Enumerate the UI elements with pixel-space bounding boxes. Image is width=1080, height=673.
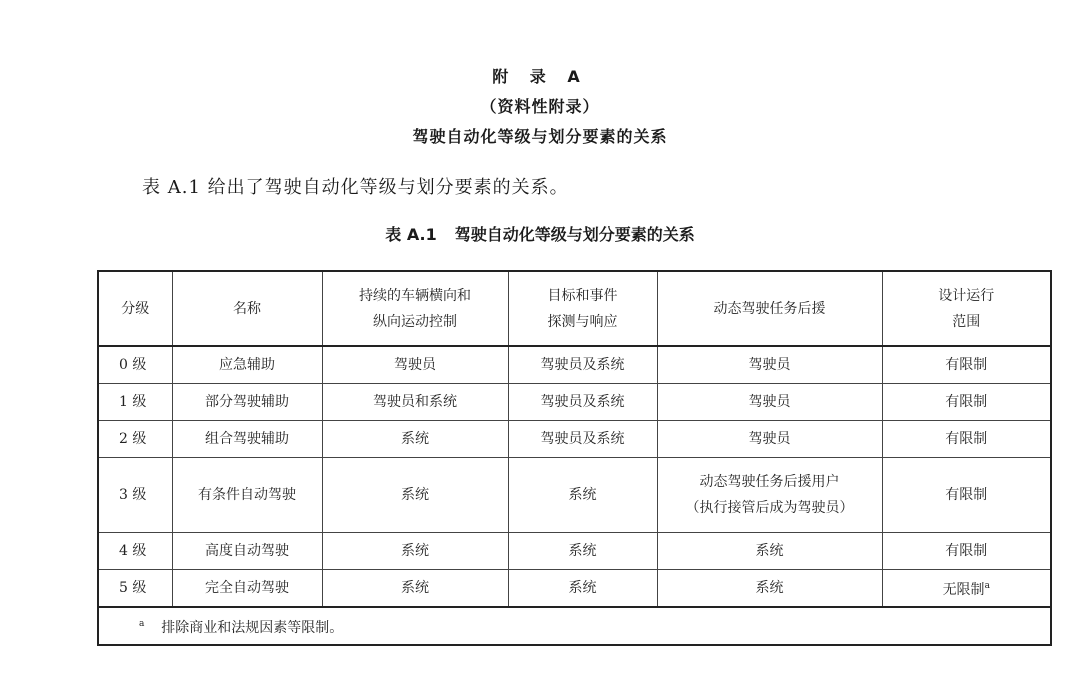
header-name: 名称 (172, 271, 322, 346)
table-title: 驾驶自动化等级与划分要素的关系 (454, 225, 695, 244)
cell-fallback: 驾驶员 (657, 346, 882, 384)
cell-odd: 有限制 (882, 346, 1051, 384)
table-row (98, 570, 1051, 608)
header-motion-control (322, 271, 508, 346)
cell-level: 0 级 (98, 346, 172, 384)
cell-motion-control: 系统 (322, 533, 508, 570)
table-footnote (98, 607, 1051, 645)
header-motion-control-line1: 持续的车辆横向和 (359, 287, 471, 304)
header-motion-control-line2: 纵向运动控制 (373, 313, 457, 330)
table-row (98, 384, 1051, 421)
cell-fallback-line2: （执行接管后成为驾驶员） (685, 500, 854, 516)
automation-levels-table (97, 270, 1052, 646)
header-level: 分级 (98, 271, 172, 346)
cell-name: 部分驾驶辅助 (172, 384, 322, 421)
header-fallback: 动态驾驶任务后援 (657, 271, 882, 346)
footnote-marker: a (139, 619, 145, 629)
table-row (98, 533, 1051, 570)
header-oedr (508, 271, 657, 346)
header-odd-line1: 设计运行 (938, 287, 995, 304)
cell-motion-control: 驾驶员和系统 (322, 384, 508, 421)
cell-motion-control: 驾驶员 (322, 346, 508, 384)
appendix-title: 附 录 A (492, 67, 588, 86)
cell-fallback: 系统 (657, 533, 882, 570)
table-row (98, 346, 1051, 384)
cell-name: 组合驾驶辅助 (172, 421, 322, 458)
cell-name: 应急辅助 (172, 346, 322, 384)
table-header-row (98, 271, 1051, 346)
cell-odd: 有限制 (882, 384, 1051, 421)
cell-oedr: 驾驶员及系统 (508, 346, 657, 384)
intro-paragraph: 表 A.1 给出了驾驶自动化等级与划分要素的关系。 (142, 177, 569, 198)
cell-fallback (657, 458, 882, 533)
cell-oedr: 系统 (508, 458, 657, 533)
footnote-row (98, 607, 1051, 645)
appendix-subtitle: （资料性附录） (480, 97, 600, 116)
appendix-heading: 驾驶自动化等级与划分要素的关系 (412, 127, 668, 146)
cell-odd-text: 无限制 (942, 582, 985, 598)
header-oedr-line1: 目标和事件 (547, 287, 618, 304)
cell-oedr: 系统 (508, 533, 657, 570)
cell-odd: 有限制 (882, 533, 1051, 570)
table-row (98, 421, 1051, 458)
cell-odd: 有限制 (882, 458, 1051, 533)
cell-fallback: 系统 (657, 570, 882, 608)
header-odd-line2: 范围 (952, 313, 981, 330)
table-row (98, 458, 1051, 533)
cell-fallback: 驾驶员 (657, 421, 882, 458)
table-caption (0, 222, 1080, 245)
cell-name: 有条件自动驾驶 (172, 458, 322, 533)
cell-level: 4 级 (98, 533, 172, 570)
cell-oedr: 驾驶员及系统 (508, 384, 657, 421)
cell-motion-control: 系统 (322, 421, 508, 458)
table-number: 表 A.1 (385, 225, 437, 244)
cell-name: 完全自动驾驶 (172, 570, 322, 608)
header-odd (882, 271, 1051, 346)
cell-level: 3 级 (98, 458, 172, 533)
header-oedr-line2: 探测与响应 (547, 313, 618, 330)
cell-name: 高度自动驾驶 (172, 533, 322, 570)
cell-oedr: 驾驶员及系统 (508, 421, 657, 458)
cell-odd (882, 570, 1051, 608)
footnote-ref: a (984, 581, 990, 591)
cell-odd: 有限制 (882, 421, 1051, 458)
footnote-text: 排除商业和法规因素等限制。 (161, 620, 344, 636)
cell-fallback-line1: 动态驾驶任务后援用户 (699, 474, 840, 490)
cell-motion-control: 系统 (322, 458, 508, 533)
cell-level: 1 级 (98, 384, 172, 421)
cell-fallback: 驾驶员 (657, 384, 882, 421)
cell-level: 2 级 (98, 421, 172, 458)
cell-motion-control: 系统 (322, 570, 508, 608)
cell-oedr: 系统 (508, 570, 657, 608)
cell-level: 5 级 (98, 570, 172, 608)
